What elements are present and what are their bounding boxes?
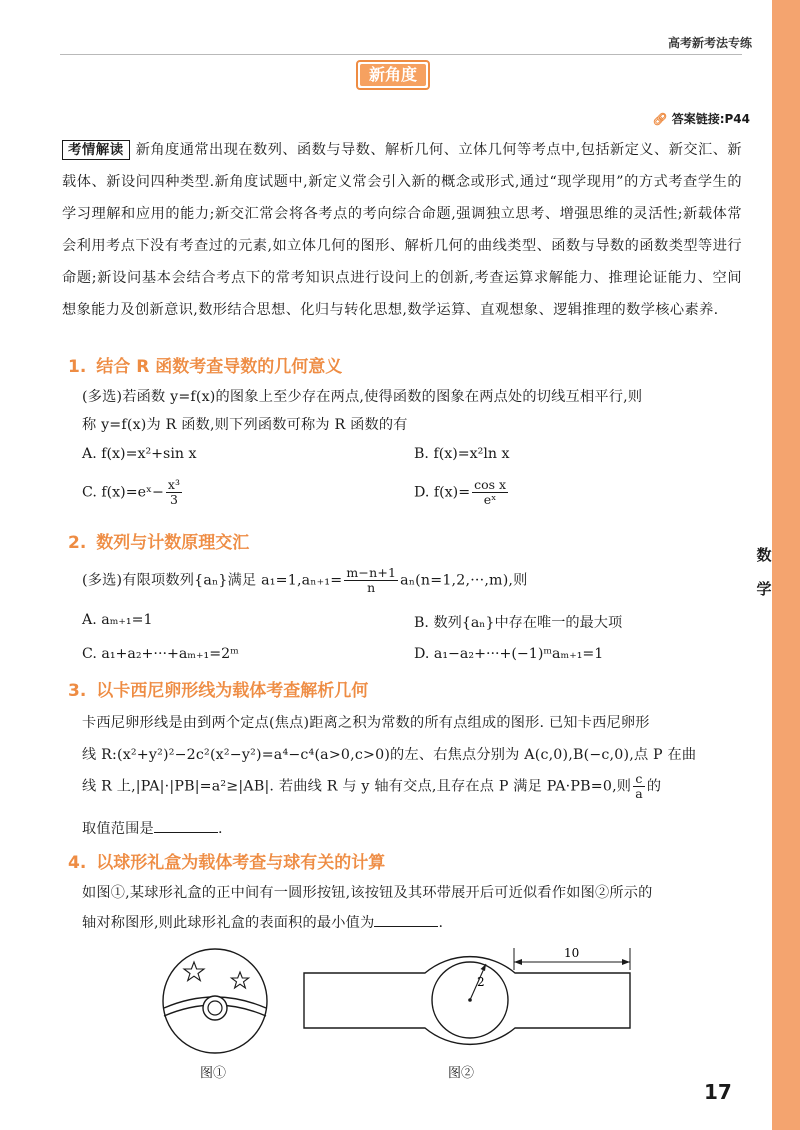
q4-line-2-end: .	[438, 915, 444, 931]
ball-button-inner	[208, 1001, 222, 1015]
q1-line-1: (多选)若函数 y=f(x)的图象上至少存在两点,使得函数的图象在两点处的切线互相平行,则	[82, 389, 643, 405]
link-icon: 🔗︎	[652, 112, 668, 126]
intro-paragraph	[62, 134, 742, 326]
q1-option-c[interactable]	[82, 478, 184, 507]
q2-option-b[interactable]: B. 数列{aₙ}中存在唯一的最大项	[414, 615, 623, 631]
q1-option-d-denominator: eˣ	[483, 492, 497, 507]
q1-option-c-denominator: 3	[169, 492, 178, 507]
q3-line-4	[82, 818, 223, 838]
intro-text: 新角度通常出现在数列、函数与导数、解析几何、立体几何等考点中,包括新定义、新交汇、新载体、新设问四种类型.新角度试题中,新定义常会引入新的概念或形式,通过“现学现用”的方式考查学生的学习理解和应用的能力;新交汇常会将各考点的考向综合命题,强调独立思考、增强思维的灵活性;新载体常会利用考点下没有考查过的元素,如立体几何的图形、解析几何的曲线类型、函数与导数的函数类型等进行命题;新设问基本会结合考点下的常考知识点进行设问上的创新,考查运算求解能力、推理论证能力、空间想象能力及创新意识,数形结合思想、化归与转化思想,数学运算、直观想象、逻辑推理的数学核心素养.	[62, 142, 742, 318]
answer-link[interactable]	[652, 110, 750, 127]
section-1-heading	[62, 352, 752, 377]
q4-answer-blank[interactable]	[374, 914, 438, 927]
section-badge	[356, 60, 430, 90]
q1-option-c-fraction	[166, 478, 182, 507]
section-2-heading	[62, 528, 752, 553]
section-3-heading	[62, 676, 752, 701]
q2-numerator: m−n+1	[346, 565, 397, 580]
section-4-heading	[62, 848, 752, 873]
q2-option-c[interactable]: C. a₁+a₂+···+aₘ₊₁=2ᵐ	[82, 646, 239, 662]
dim-length-label: 10	[564, 946, 580, 960]
q3-line-2: 线 R:(x²+y²)²−2c²(x²−y²)=a⁴−c⁴(a>0,c>0)的左、右焦点分别为 A(c,0),B(−c,0),点 P 在曲	[82, 747, 697, 763]
intro-tag: 考情解读	[62, 140, 130, 160]
section-2	[62, 528, 752, 553]
q3-fraction	[633, 772, 645, 801]
section-3-title: 以卡西尼卵形线为载体考查解析几何	[96, 681, 369, 701]
dim-arrow-left	[514, 959, 522, 965]
section-badge-label: 新角度	[360, 64, 426, 86]
q3-line-1: 卡西尼卵形线是由到两个定点(焦点)距离之积为常数的所有点组成的图形. 已知卡西尼卵形	[82, 715, 650, 731]
q1-option-c-numerator: x³	[167, 477, 180, 492]
q3-line-3-text: 线 R 上,|PA|·|PB|=a²≥|AB|. 若曲线 R 与 y 轴有交点,且存在点 P 满足 PA·PB=0,则	[82, 778, 632, 795]
q2-text-pre: (多选)有限项数列{aₙ}满足 a₁=1,aₙ₊₁=	[82, 572, 343, 589]
dim-arrow-right	[622, 959, 630, 965]
q2-fraction	[344, 566, 398, 595]
q4-line-2	[82, 912, 443, 932]
figure-2-net	[300, 938, 640, 1068]
section-4-title: 以球形礼盒为载体考查与球有关的计算	[96, 853, 386, 873]
q2-line-1	[82, 566, 528, 595]
section-1-number: 1.	[68, 357, 87, 377]
q2-option-a[interactable]: A. aₘ₊₁=1	[82, 612, 153, 628]
answer-link-label: 答案链接:P44	[671, 112, 750, 126]
q1-option-d-numerator: cos x	[474, 477, 507, 492]
figure-1-ball	[160, 946, 270, 1056]
q2-option-d[interactable]: D. a₁−a₂+···+(−1)ᵐaₘ₊₁=1	[414, 646, 604, 662]
q4-line-2-text: 轴对称图形,则此球形礼盒的表面积的最小值为	[82, 915, 375, 931]
q1-option-b[interactable]: B. f(x)=x²ln x	[414, 446, 510, 462]
page-number: 17	[704, 1080, 732, 1104]
q2-denominator: n	[367, 580, 376, 595]
q1-option-a[interactable]: A. f(x)=x²+sin x	[82, 446, 197, 462]
q3-numerator: c	[633, 772, 645, 787]
figure-1-caption: 图①	[200, 1066, 227, 1081]
side-color-bar	[772, 0, 800, 1130]
section-1	[62, 352, 752, 377]
q3-line-4-end: .	[217, 821, 223, 837]
radius-label: 2	[477, 975, 485, 989]
section-2-title: 数列与计数原理交汇	[96, 533, 250, 553]
section-1-title: 结合 R 函数考查导数的几何意义	[96, 357, 343, 377]
book-title: 高考新考法专练	[667, 36, 752, 50]
q3-answer-blank[interactable]	[154, 820, 218, 833]
q1-option-d-text: D. f(x)=	[414, 484, 471, 501]
q2-text-post: aₙ(n=1,2,···,m),则	[400, 572, 528, 589]
q3-denominator: a	[635, 786, 643, 801]
section-3	[62, 676, 752, 701]
q3-line-3	[82, 772, 661, 801]
q3-line-3-end: 的	[646, 778, 662, 795]
section-4-number: 4.	[68, 853, 87, 873]
q1-line-2: 称 y=f(x)为 R 函数,则下列函数可称为 R 函数的有	[82, 417, 408, 433]
q3-line-4-text: 取值范围是	[82, 821, 154, 837]
q1-option-c-text: C. f(x)=eˣ−	[82, 484, 164, 501]
side-subject-label: 数学	[756, 546, 772, 598]
section-3-number: 3.	[68, 681, 87, 701]
q1-option-d-fraction	[472, 478, 508, 507]
section-4	[62, 848, 752, 873]
q4-line-1: 如图①,某球形礼盒的正中间有一圆形按钮,该按钮及其环带展开后可近似看作如图②所示的	[82, 885, 653, 901]
figure-2-caption: 图②	[448, 1066, 475, 1081]
section-2-number: 2.	[68, 533, 87, 553]
header-rule	[60, 54, 742, 55]
q1-option-d[interactable]	[414, 478, 510, 507]
